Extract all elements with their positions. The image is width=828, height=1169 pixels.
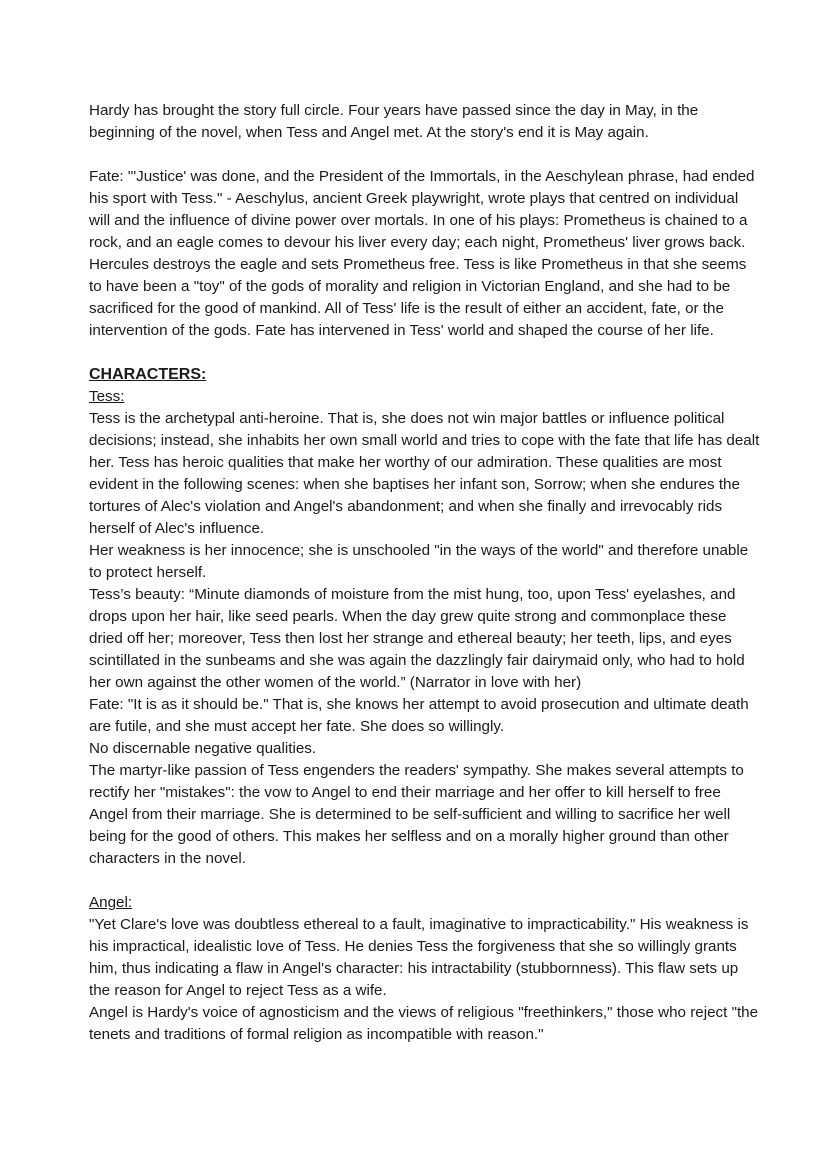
tess-heading: Tess: bbox=[89, 388, 125, 405]
characters-heading: CHARACTERS: bbox=[89, 366, 207, 383]
tess-paragraph-weakness: Her weakness is her innocence; she is unschooled "in the ways of the world" and therefore unable to protect herself. bbox=[89, 542, 749, 581]
angel-paragraph-agnosticism: Angel is Hardy's voice of agnosticism and the views of religious "freethinkers," those who reject "the tenets and traditions of formal religion as incompatible with reason." bbox=[89, 1004, 759, 1043]
tess-paragraph-anti-heroine: Tess is the archetypal anti-heroine. That is, she does not win major battles or influence political decisions; instead, she inhabits her own small world and tries to cope with the fate that life has dealt her. Tess has heroic qualities that make her worthy of our admiration. These qualities are most evident in the following scenes: when she baptises her infant son, Sorrow; when she endures the tortures of Alec's violation and Angel's abandonment; and when she finally and irrevocably rids herself of Alec's influence. bbox=[89, 410, 760, 537]
angel-paragraph-love: "Yet Clare's love was doubtless ethereal to a fault, imaginative to impracticability." His weakness is his impractical, idealistic love of Tess. He denies Tess the forgiveness that she so willingly grants him, thus indicating a flaw in Angel's character: his intractability (stubbornness). This flaw sets up the reason for Angel to reject Tess as a wife. bbox=[89, 916, 749, 999]
angel-heading: Angel: bbox=[89, 894, 133, 911]
tess-paragraph-fate: Fate: "It is as it should be." That is, she knows her attempt to avoid prosecution and ultimate death are futile, and she must accept her fate. She does so willingly. bbox=[89, 696, 749, 735]
tess-paragraph-beauty: Tess’s beauty: “Minute diamonds of moisture from the mist hung, too, upon Tess' eyelashes, and drops upon her hair, like seed pearls. When the day grew quite strong and commonplace these dried off her; moreover, Tess then lost her strange and ethereal beauty; her teeth, lips, and eyes scintillated in the sunbeams and she was again the dazzlingly fair dairymaid only, who had to hold her own against the other women of the world.” (Narrator in love with her) bbox=[89, 586, 745, 691]
paragraph-gap bbox=[89, 144, 761, 166]
paragraph-gap bbox=[89, 870, 761, 892]
intro-paragraph-full-circle: Hardy has brought the story full circle. Four years have passed since the day in May, in the beginning of the novel, when Tess and Angel met. At the story's end it is May again. bbox=[89, 102, 699, 141]
document-body bbox=[89, 100, 761, 1046]
intro-paragraph-fate: Fate: "'Justice' was done, and the President of the Immortals, in the Aeschylean phrase, had ended his sport with Tess." - Aeschylus, ancient Greek playwright, wrote plays that centred on individual will and the influence of divine power over mortals. In one of his plays: Prometheus is chained to a rock, and an eagle comes to devour his liver every day; each night, Prometheus' liver grows back. Hercules destroys the eagle and sets Prometheus free. Tess is like Prometheus in that she seems to have been a "toy" of the gods of morality and religion in Victorian England, and she had to be sacrificed for the good of mankind. All of Tess' life is the result of either an accident, fate, or the intervention of the gods. Fate has intervened in Tess' world and shaped the course of her life. bbox=[89, 168, 755, 339]
tess-paragraph-martyr: The martyr-like passion of Tess engenders the readers' sympathy. She makes several attempts to rectify her "mistakes": the vow to Angel to end their marriage and her offer to kill herself to free Angel from their marriage. She is determined to be self-sufficient and willing to sacrifice her well being for the good of others. This makes her selfless and on a morally higher ground than other characters in the novel. bbox=[89, 762, 744, 867]
tess-paragraph-negative-qualities: No discernable negative qualities. bbox=[89, 740, 317, 757]
paragraph-gap bbox=[89, 342, 761, 364]
